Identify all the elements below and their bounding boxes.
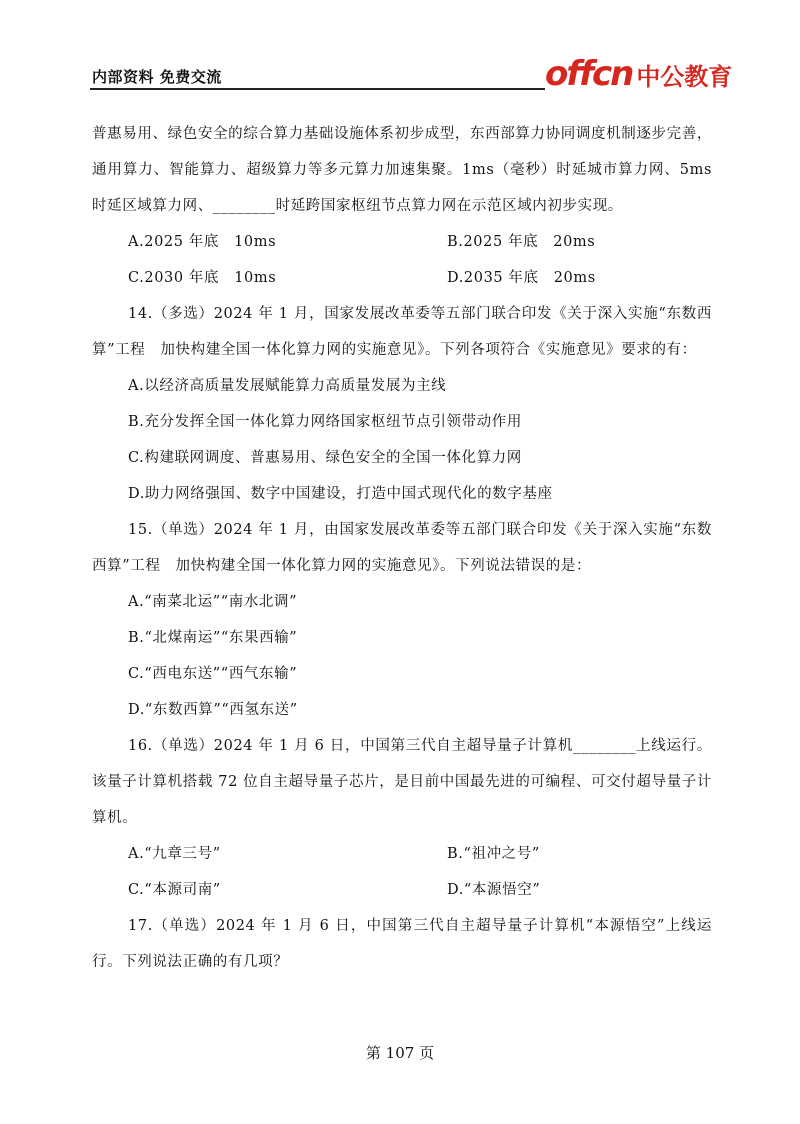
q16-option-b: B.“祖冲之号” — [447, 846, 540, 862]
q16-stem: 16.（单选）2024 年 1 月 6 日，中国第三代自主超导量子计算机________上线运行。该量子计算机搭载 72 位自主超导量子芯片，是目前中国最先进的可编程、可交付超导量子计算机。 — [92, 738, 712, 826]
q15-option-c: C.“西电东送”“西气东输” — [128, 666, 298, 682]
logo-latin-text: offcn — [545, 54, 633, 94]
q17-stem: 17.（单选）2024 年 1 月 6 日，中国第三代自主超导量子计算机“本源悟空”上线运行。下列说法正确的有几项？ — [92, 918, 712, 970]
q16-option-d: D.“本源悟空” — [447, 882, 541, 898]
q15-option-d: D.“东数西算”“西氢东送” — [128, 702, 298, 718]
q15-option-b: B.“北煤南运”“东果西输” — [128, 630, 298, 646]
page-content — [92, 116, 712, 980]
q16-option-c: C.“本源司南” — [128, 882, 221, 898]
q14-option-d: D.助力网络强国、数字中国建设，打造中国式现代化的数字基座 — [128, 486, 553, 502]
q14-stem: 14.（多选）2024 年 1 月，国家发展改革委等五部门联合印发《关于深入实施“东数西算”工程 加快构建全国一体化算力网的实施意见》。下列各项符合《实施意见》要求的有： — [92, 306, 712, 358]
q13-option-d: D.2035 年底 20ms — [447, 270, 596, 286]
q14-option-c: C.构建联网调度、普惠易用、绿色安全的全国一体化算力网 — [128, 450, 522, 466]
q13-option-b: B.2025 年底 20ms — [447, 234, 596, 250]
header-left-text: 内部资料 免费交流 — [92, 68, 222, 86]
q13-option-a: A.2025 年底 10ms — [128, 234, 277, 250]
header-divider — [90, 88, 545, 90]
q13-options-row-2 — [92, 260, 712, 296]
q14-option-b: B.充分发挥全国一体化算力网络国家枢纽节点引领带动作用 — [128, 414, 522, 430]
q15-stem: 15.（单选）2024 年 1 月，由国家发展改革委等五部门联合印发《关于深入实施“东数西算”工程 加快构建全国一体化算力网的实施意见》。下列说法错误的是： — [92, 522, 712, 574]
q13-option-c: C.2030 年底 10ms — [128, 270, 277, 286]
offcn-logo — [545, 54, 732, 94]
q16-options-row-2 — [92, 872, 712, 908]
intro-paragraph: 普惠易用、绿色安全的综合算力基础设施体系初步成型，东西部算力协同调度机制逐步完善，通用算力、智能算力、超级算力等多元算力加速集聚。1ms（毫秒）时延城市算力网、5ms 时延区域算力网、________时延跨国家枢纽节点算力网在示范区域内初步实现。 — [92, 126, 712, 214]
q13-options-row-1 — [92, 224, 712, 260]
q14-option-a: A.以经济高质量发展赋能算力高质量发展为主线 — [128, 378, 447, 394]
q16-options-row-1 — [92, 836, 712, 872]
q16-option-a: A.“九章三号” — [128, 846, 221, 862]
page-number: 第 107 页 — [365, 1044, 435, 1062]
logo-cn-text: 中公教育 — [636, 63, 733, 91]
q15-option-a: A.“南菜北运”“南水北调” — [128, 594, 298, 610]
